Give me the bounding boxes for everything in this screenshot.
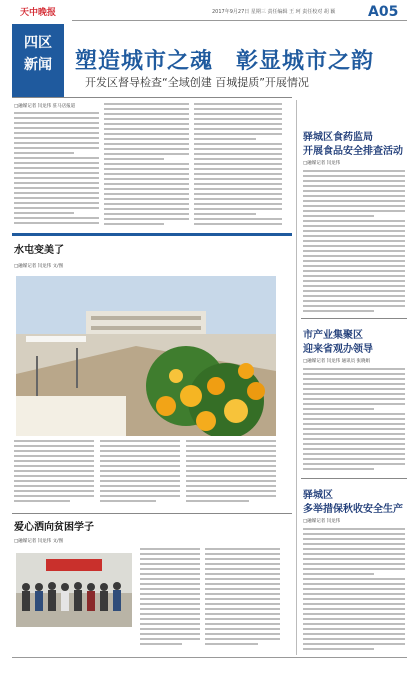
- page-header-meta: 2017年9月27日 星期三 责任编辑 王 珂 责任校对 胡 颖: [212, 9, 336, 15]
- story2-byline: □融媒记者 闫龙伟 文/图: [14, 264, 64, 269]
- lead-byline: □融媒记者 闫龙伟 驻马店报道: [14, 104, 76, 109]
- sidebar3-rule: [301, 478, 407, 479]
- sidebar1-byline: □融媒记者 闫龙伟: [303, 161, 341, 166]
- sidebar3-headline-line2: 多举措保秋收安全生产: [303, 504, 403, 515]
- story2-column-2: [100, 440, 180, 510]
- group-photo: [16, 553, 132, 627]
- section-label-line1: 四区: [24, 35, 52, 51]
- sidebar3-body: [303, 528, 405, 653]
- footer-rule: [12, 657, 407, 658]
- section-divider: [12, 233, 292, 236]
- section-label-line2: 新闻: [24, 57, 52, 73]
- sidebar3-byline: □融媒记者 闫龙伟: [303, 519, 341, 524]
- sidebar-divider: [296, 100, 297, 655]
- story3-column-1: [140, 548, 200, 653]
- sidebar2-body: [303, 368, 405, 473]
- story3-byline: □融媒记者 闫龙伟 文/图: [14, 539, 64, 544]
- section-label: [12, 24, 64, 98]
- lead-subheadline: 开发区督导检查“全域创建 百城提质”开展情况: [85, 76, 309, 89]
- story3-column-2: [205, 548, 280, 653]
- lead-rule: [12, 97, 292, 98]
- story3-top-rule: [12, 513, 292, 514]
- sidebar1-headline-line2: 开展食品安全排查活动: [303, 146, 403, 157]
- sidebar1-headline-line1: 驿城区食药监局: [303, 132, 373, 143]
- story2-column-3: [186, 440, 276, 510]
- newspaper-logo: 天中晚报: [19, 8, 56, 18]
- lead-column-3: [194, 103, 282, 230]
- lead-column-2: [104, 103, 189, 230]
- story2-headline: 水屯变美了: [14, 245, 64, 256]
- sidebar2-headline-line1: 市产业集聚区: [303, 330, 363, 341]
- sidebar2-byline: □融媒记者 闫龙伟 通讯员 张晓娟: [303, 359, 371, 364]
- lead-headline: 塑造城市之魂 彰显城市之韵: [75, 48, 375, 74]
- street-flowers-photo: [16, 276, 276, 436]
- story2-column-1: [14, 440, 94, 510]
- sidebar2-rule: [301, 318, 407, 319]
- page-number: A05: [368, 4, 399, 20]
- story3-headline: 爱心洒向贫困学子: [14, 522, 94, 533]
- sidebar2-headline-line2: 迎来省观办领导: [303, 344, 373, 355]
- sidebar3-headline-line1: 驿城区: [303, 490, 333, 501]
- lead-column-1: [14, 112, 99, 230]
- header-rule: [72, 20, 407, 21]
- sidebar1-body: [303, 170, 405, 315]
